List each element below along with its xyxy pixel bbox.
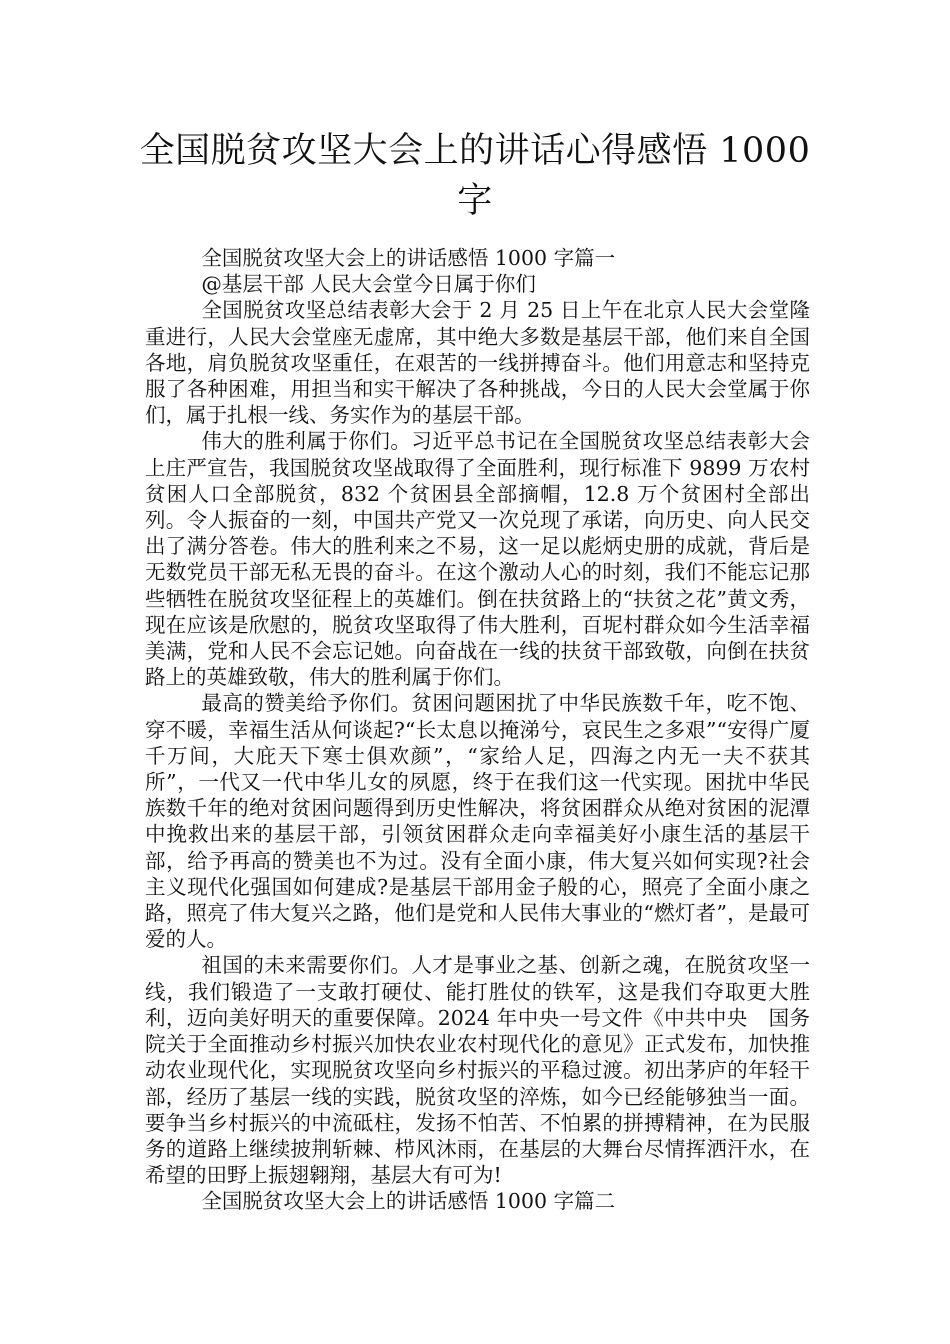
section-heading-1: 全国脱贫攻坚大会上的讲话感悟 1000 字篇一 [201,246,616,270]
paragraph: 最高的赞美给予你们。贫困问题困扰了中华民族数千年，吃不饱、穿不暖，幸福生活从何谈起?“长太息以掩涕兮，哀民生之多艰”“安得广厦千万间，大庇天下寒士俱欢颜”，“家给人足，四海之内无一夫不获其所”，一代又一代中华儿女的夙愿，终于在我们这一代实现。困扰中华民族数千年的绝对贫困问题得到历史性解决，将贫困群众从绝对贫困的泥潭中挽救出来的基层干部，引领贫困群众走向幸福美好小康生活的基层干部，给予再高的赞美也不为过。没有全面小康，伟大复兴如何实现?社会主义现代化强国如何建成?是基层干部用金子般的心，照亮了全面小康之路，照亮了伟大复兴之路，他们是党和人民伟大事业的“燃灯者”，是最可爱的人。 [145,691,810,952]
subheading: @基层干部 人民大会堂今日属于你们 [201,272,536,297]
section-heading-2: 全国脱贫攻坚大会上的讲话感悟 1000 字篇二 [201,1189,616,1214]
paragraph: 伟大的胜利属于你们。习近平总书记在全国脱贫攻坚总结表彰大会上庄严宣告，我国脱贫攻坚战取得了全面胜利，现行标准下 9899 万农村贫困人口全部脱贫，832 个贫困县全部摘帽，12.8 万个贫困村全部出列。令人振奋的一刻，中国共产党又一次兑现了承诺，向历史、向人民交出了满分答卷。伟大的胜利来之不易，这一足以彪炳史册的成就，背后是无数党员干部无私无畏的奋斗。在这个激动人心的时刻，我们不能忘记那些牺牲在脱贫攻坚征程上的英雄们。倒在扶贫路上的“扶贫之花”黄文秀，现在应该是欣慰的，脱贫攻坚取得了伟大胜利，百坭村群众如今生活幸福美满，党和人民不会忘记她。向奋战在一线的扶贫干部致敬，向倒在扶贫路上的英雄致敬，伟大的胜利属于你们。 [145,429,810,690]
paragraph: 祖国的未来需要你们。人才是事业之基、创新之魂，在脱贫攻坚一线，我们锻造了一支敢打硬仗、能打胜仗的铁军，这是我们夺取更大胜利，迈向美好明天的重要保障。2024 年中央一号文件《中共中央 国务院关于全面推动乡村振兴加快农业农村现代化的意见》正式发布，加快推动农业现代化，实现脱贫攻坚向乡村振兴的平稳过渡。初出茅庐的年轻干部，经历了基层一线的实践，脱贫攻坚的淬炼，如今已经能够独当一面。要争当乡村振兴的中流砥柱，发扬不怕苦、不怕累的拼搏精神，在为民服务的道路上继续披荆斩棘、栉风沐雨，在基层的大舞台尽情挥洒汗水，在希望的田野上振翅翱翔，基层大有可为! [145,953,810,1188]
document-title: 全国脱贫攻坚大会上的讲话心得感悟 1000 字 [139,131,811,221]
paragraph: 全国脱贫攻坚总结表彰大会于 2 月 25 日上午在北京人民大会堂隆重进行，人民大会堂座无虚席，其中绝大多数是基层干部，他们来自全国各地，肩负脱贫攻坚重任，在艰苦的一线拼搏奋斗。他们用意志和坚持克服了各种困难，用担当和实干解决了各种挑战，今日的人民大会堂属于你们，属于扎根一线、务实作为的基层干部。 [145,298,810,428]
document-body [145,245,810,1215]
